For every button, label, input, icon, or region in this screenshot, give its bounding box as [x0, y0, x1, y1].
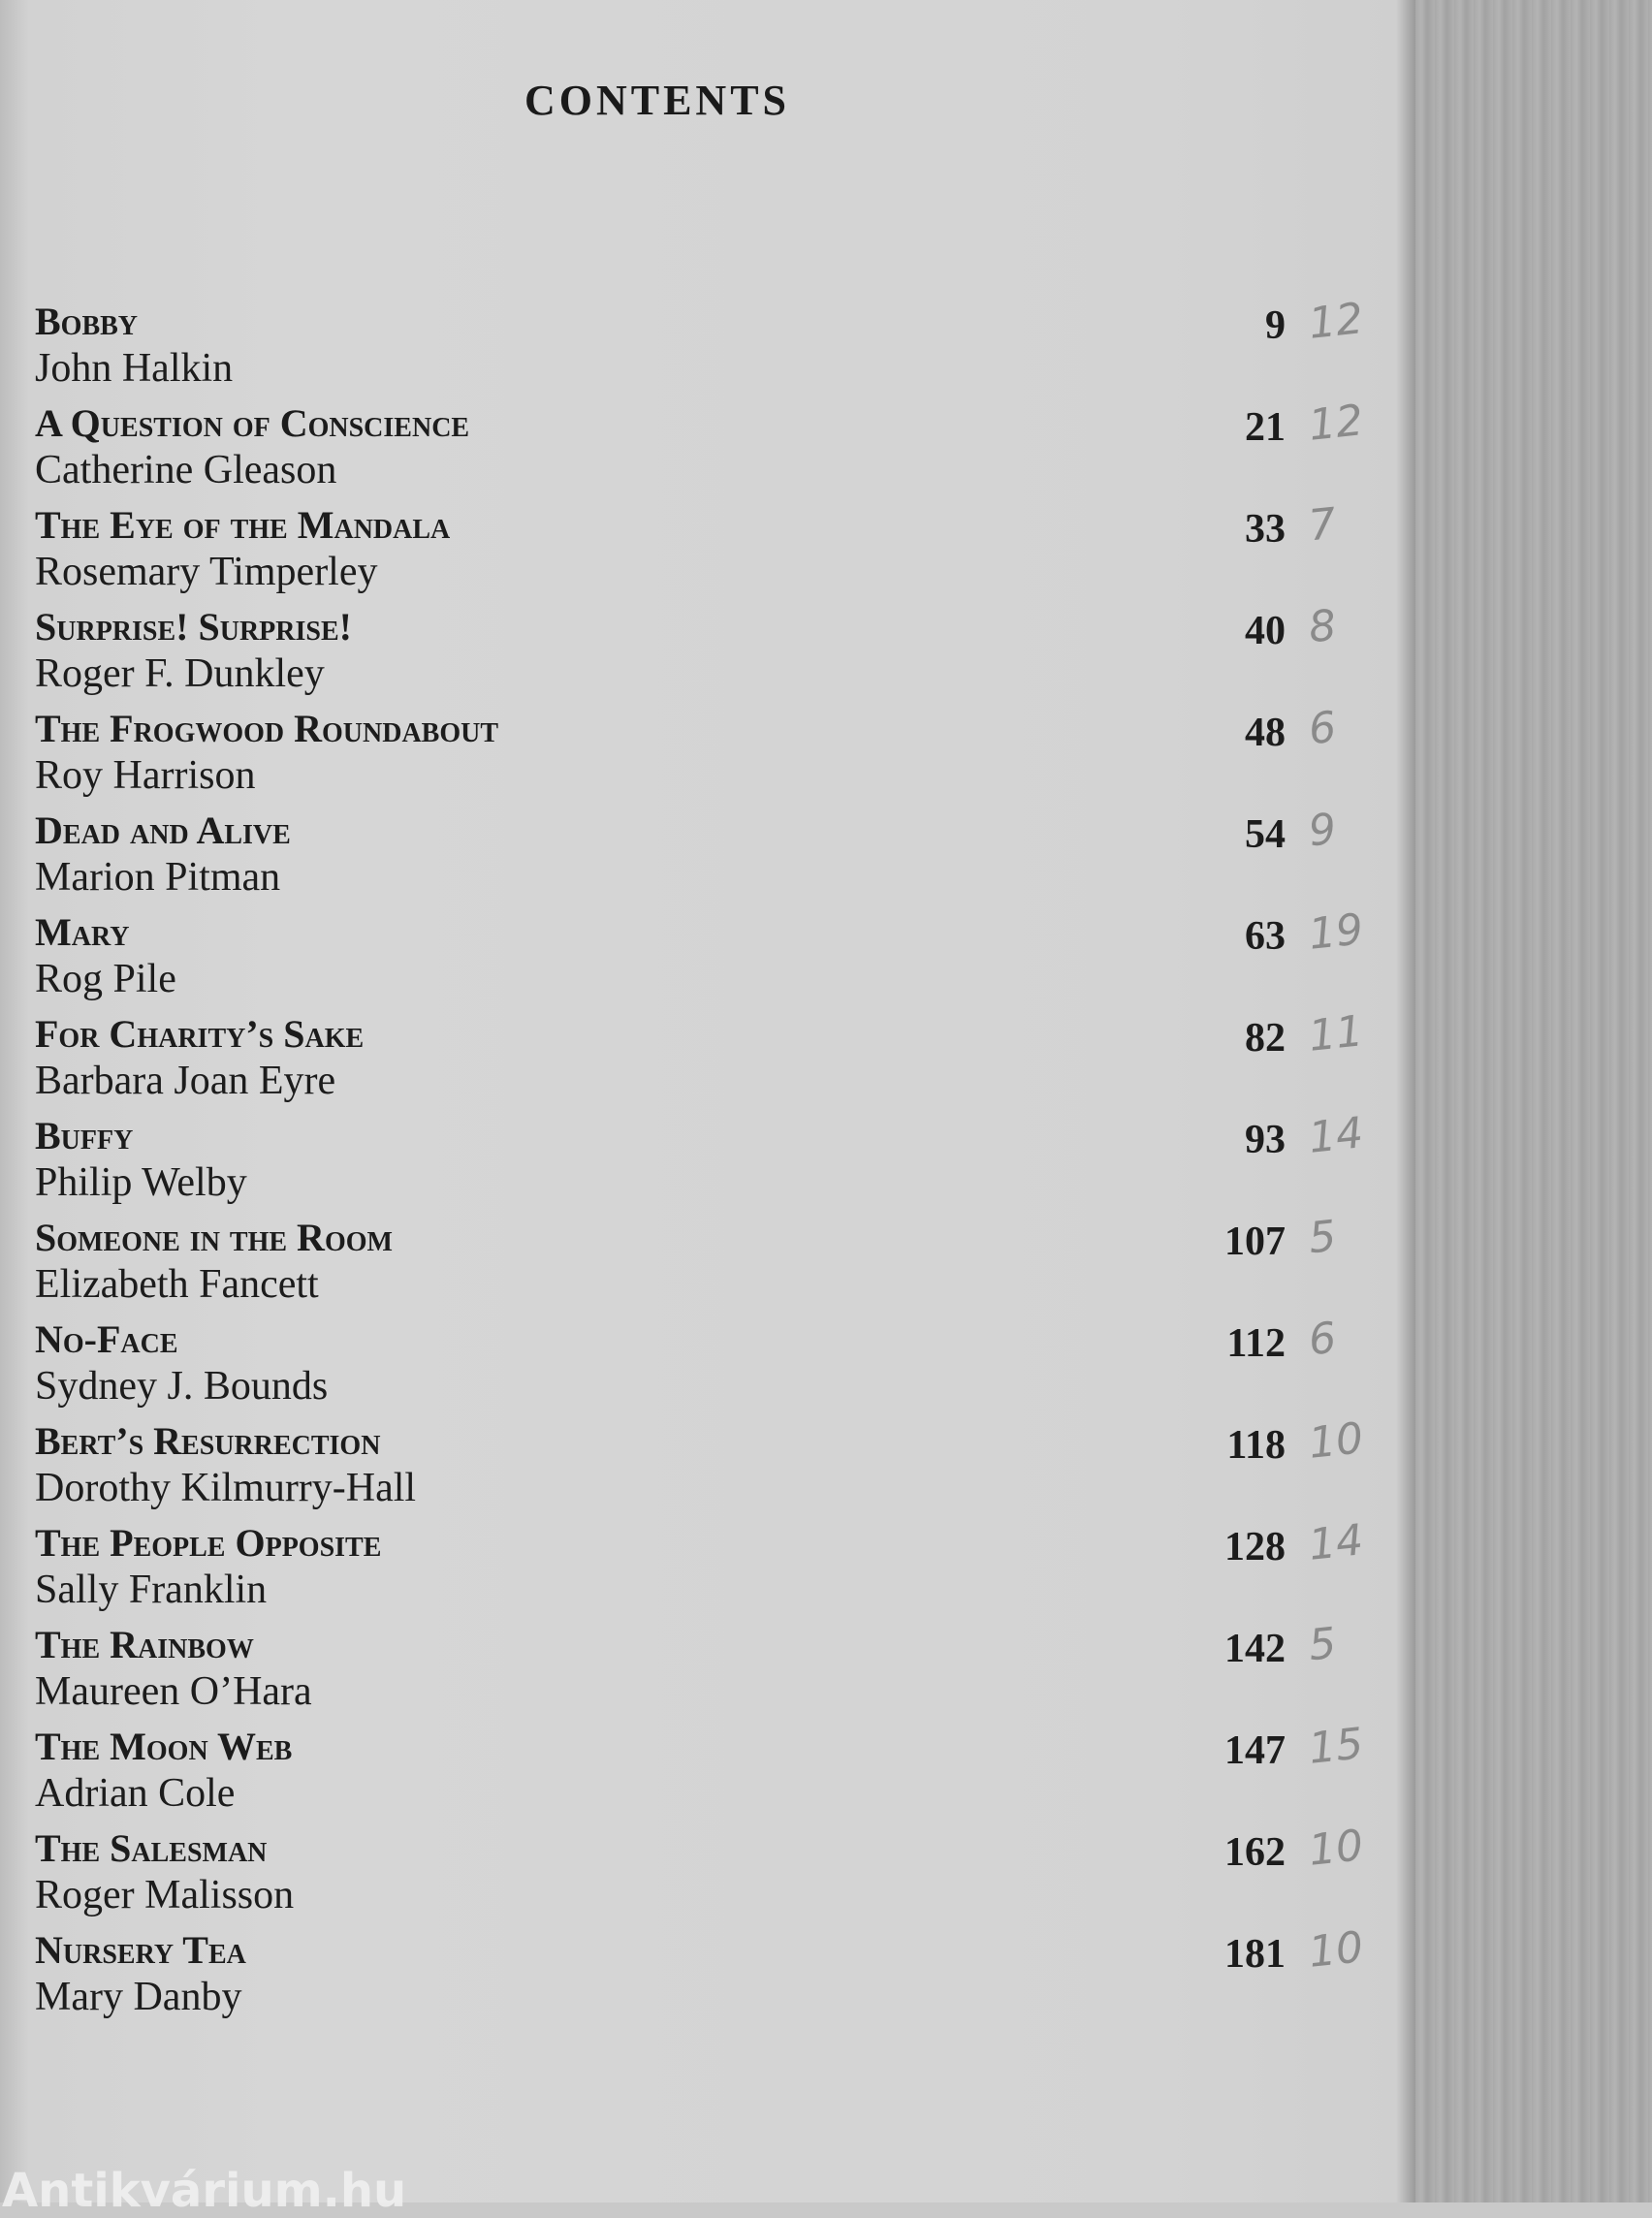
page-number: 82 — [1245, 1016, 1286, 1061]
page-number: 48 — [1245, 711, 1286, 755]
story-title: The Moon Web — [35, 1725, 293, 1768]
story-title: The Frogwood Roundabout — [35, 707, 499, 750]
handwritten-note: 7 — [1306, 498, 1339, 552]
story-title: Bobby — [35, 300, 139, 343]
story-author: Barbara Joan Eyre — [35, 1059, 336, 1103]
handwritten-note: 11 — [1306, 1006, 1366, 1061]
handwritten-note: 10 — [1306, 1821, 1366, 1876]
story-author: Philip Welby — [35, 1160, 247, 1205]
page-number: 40 — [1245, 609, 1286, 653]
toc-entry — [35, 911, 1286, 1013]
toc-entry — [35, 1726, 1286, 1827]
page-number: 54 — [1245, 812, 1286, 857]
toc-entry — [35, 606, 1286, 708]
book-gutter — [1415, 0, 1652, 2202]
handwritten-note: 10 — [1306, 1922, 1366, 1978]
story-title: Surprise! Surprise! — [35, 605, 352, 649]
handwritten-note: 10 — [1306, 1413, 1366, 1469]
story-author: Catherine Gleason — [35, 448, 337, 492]
toc-entry — [35, 1929, 1286, 2031]
toc-entry — [35, 1522, 1286, 1624]
contents-heading: CONTENTS — [524, 77, 791, 124]
page-number: 112 — [1226, 1321, 1286, 1366]
handwritten-note: 8 — [1306, 600, 1339, 653]
handwritten-note: 15 — [1306, 1719, 1366, 1774]
page-number: 33 — [1245, 507, 1286, 552]
handwritten-note: 5 — [1306, 1618, 1339, 1671]
story-author: Mary Danby — [35, 1975, 242, 2019]
page-number: 147 — [1224, 1728, 1286, 1773]
story-author: Rosemary Timperley — [35, 550, 378, 594]
story-title: No-Face — [35, 1317, 178, 1361]
toc-entry — [35, 1420, 1286, 1522]
handwritten-note: 12 — [1306, 294, 1366, 349]
story-author: Roger F. Dunkley — [35, 651, 325, 696]
story-author: Rog Pile — [35, 957, 176, 1001]
story-title: The Salesman — [35, 1826, 268, 1870]
page-number: 142 — [1224, 1627, 1286, 1671]
story-title: A Question of Conscience — [35, 401, 470, 445]
toc-entry — [35, 1013, 1286, 1115]
handwritten-note: 19 — [1306, 904, 1366, 960]
story-title: Dead and Alive — [35, 808, 291, 852]
story-author: Elizabeth Fancett — [35, 1262, 319, 1307]
handwritten-note: 6 — [1306, 1313, 1339, 1366]
story-author: John Halkin — [35, 346, 234, 391]
page-number: 9 — [1265, 303, 1286, 348]
story-title: Mary — [35, 910, 130, 954]
toc-entry — [35, 708, 1286, 809]
story-author: Sydney J. Bounds — [35, 1364, 329, 1409]
page-number: 162 — [1224, 1830, 1286, 1875]
story-author: Roger Malisson — [35, 1873, 295, 1917]
page-number: 93 — [1245, 1118, 1286, 1162]
page-number: 118 — [1226, 1423, 1286, 1468]
story-author: Marion Pitman — [35, 855, 281, 900]
handwritten-note: 5 — [1306, 1211, 1339, 1264]
story-author: Sally Franklin — [35, 1568, 268, 1612]
handwritten-note: 9 — [1306, 804, 1339, 857]
page-number: 107 — [1224, 1220, 1286, 1264]
watermark: Antikvárium.hu — [2, 2164, 407, 2218]
story-title: Someone in the Room — [35, 1216, 393, 1259]
handwritten-note: 14 — [1306, 1515, 1366, 1570]
page-number: 128 — [1224, 1525, 1286, 1569]
toc-entry — [35, 1318, 1286, 1420]
page-number: 63 — [1245, 914, 1286, 959]
story-title: The Rainbow — [35, 1623, 254, 1666]
handwritten-note: 12 — [1306, 396, 1366, 451]
page-number: 181 — [1224, 1932, 1286, 1977]
handwritten-note: 6 — [1306, 702, 1339, 755]
toc-entry — [35, 1827, 1286, 1929]
story-author: Roy Harrison — [35, 753, 256, 798]
story-author: Dorothy Kilmurry-Hall — [35, 1466, 417, 1510]
toc-entry — [35, 1624, 1286, 1726]
story-title: Nursery Tea — [35, 1928, 246, 1972]
story-author: Adrian Cole — [35, 1771, 236, 1816]
story-title: The People Opposite — [35, 1521, 382, 1565]
toc-entry — [35, 1217, 1286, 1318]
handwritten-note: 14 — [1306, 1108, 1366, 1163]
toc-entry — [35, 1115, 1286, 1217]
story-title: Buffy — [35, 1114, 134, 1157]
toc-entry — [35, 402, 1286, 504]
toc-entry — [35, 504, 1286, 606]
page-number: 21 — [1245, 405, 1286, 450]
story-title: For Charity’s Sake — [35, 1012, 365, 1056]
toc-entry — [35, 301, 1286, 402]
story-author: Maureen O’Hara — [35, 1669, 312, 1714]
story-title: Bert’s Resurrection — [35, 1419, 381, 1463]
story-title: The Eye of the Mandala — [35, 503, 451, 547]
toc-entry — [35, 809, 1286, 911]
